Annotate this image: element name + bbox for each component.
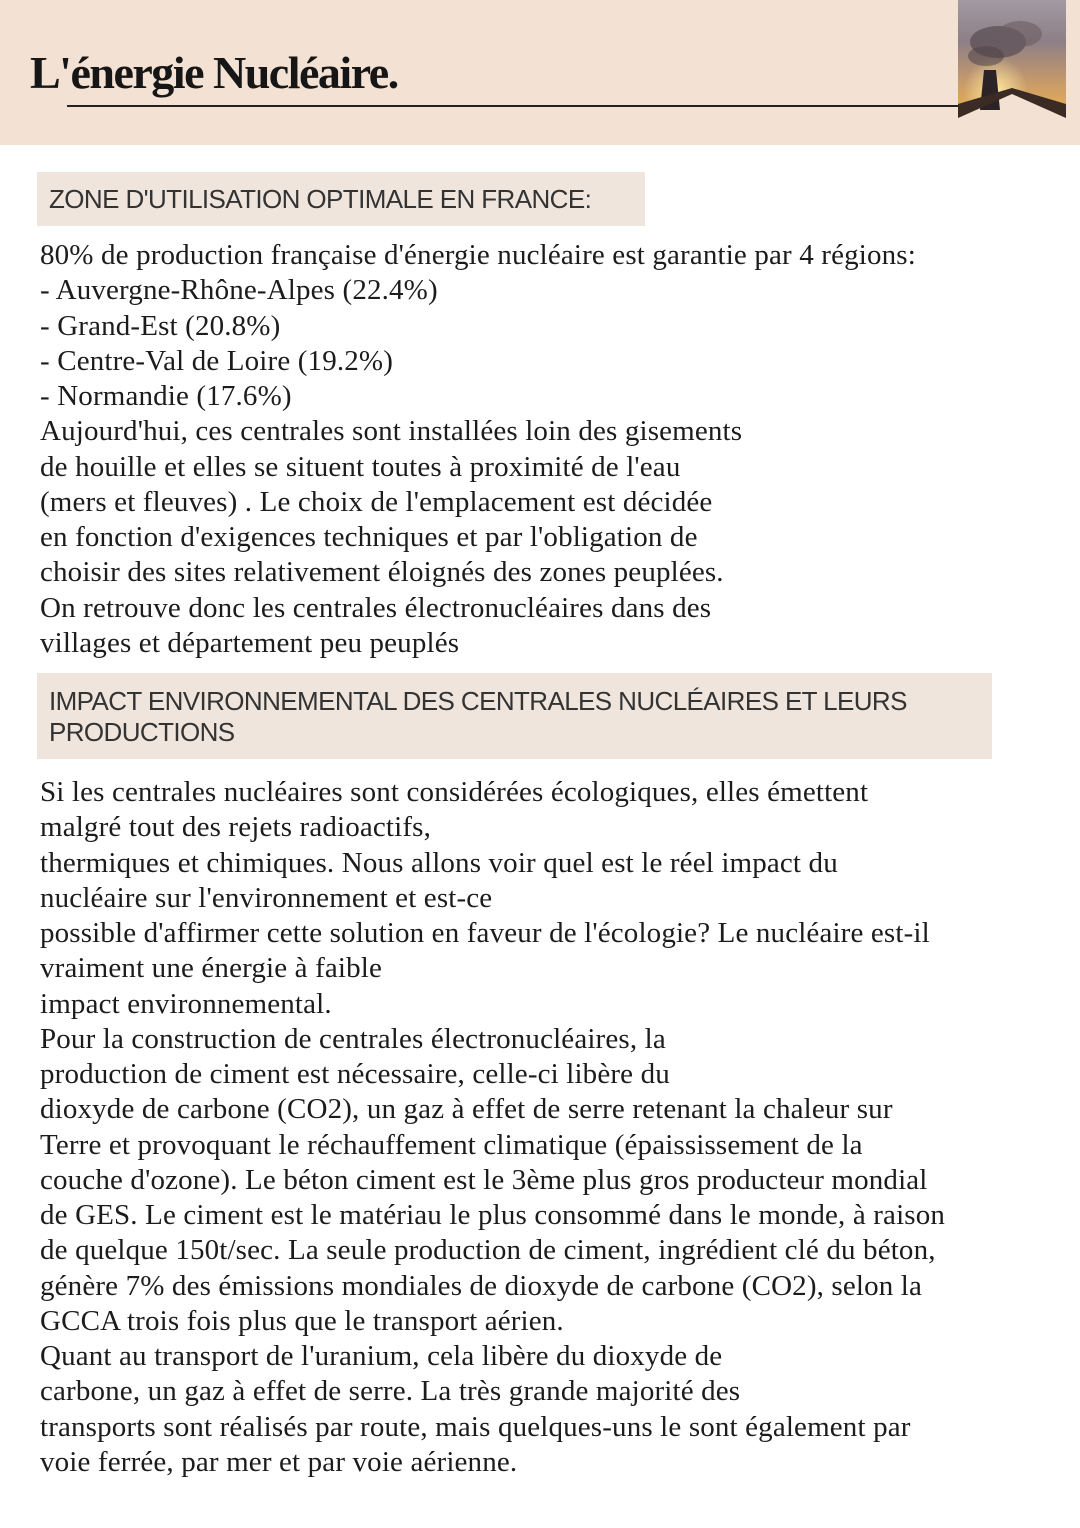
body-line: villages et département peu peuplés (40, 626, 460, 659)
body-line: Aujourd'hui, ces centrales sont installées loin des gisements (40, 415, 743, 448)
body-line: On retrouve donc les centrales électronucléaires dans des (40, 591, 712, 624)
body-line: 80% de production française d'énergie nucléaire est garantie par 4 régions: (40, 239, 916, 271)
body-line: de houille et elles se situent toutes à proximité de l'eau (40, 450, 681, 483)
section-heading-line: PRODUCTIONS (49, 717, 235, 747)
body-line: (mers et fleuves) . Le choix de l'emplacement est décidée (40, 485, 713, 518)
section-heading-zone (37, 172, 645, 226)
body-line: thermiques et chimiques. Nous allons voir quel est le réel impact du (40, 846, 838, 879)
body-line: production de ciment est nécessaire, celle-ci libère du (40, 1058, 670, 1090)
section-heading-text: ZONE D'UTILISATION OPTIMALE EN FRANCE: (49, 183, 592, 214)
body-line: Terre et provoquant le réchauffement climatique (épaississement de la (40, 1128, 863, 1161)
body-line: nucléaire sur l'environnement et est-ce (40, 881, 493, 914)
body-line: possible d'affirmer cette solution en faveur de l'écologie? Le nucléaire est-il (40, 917, 930, 949)
title-underline (67, 105, 960, 107)
body-line: - Auvergne-Rhône-Alpes (22.4%) (40, 274, 438, 307)
body-line: dioxyde de carbone (CO2), un gaz à effet de serre retenant la chaleur sur (40, 1093, 893, 1126)
page-header (0, 0, 1080, 145)
body-line: GCCA trois fois plus que le transport aérien. (40, 1304, 564, 1337)
page-title: L'énergie Nucléaire. (30, 47, 398, 98)
body-line: transports sont réalisés par route, mais quelques-uns le sont également par (40, 1410, 911, 1443)
body-line: Pour la construction de centrales électronucléaires, la (40, 1022, 666, 1055)
body-line: - Grand-Est (20.8%) (40, 309, 281, 342)
body-line: génère 7% des émissions mondiales de dioxyde de carbone (CO2), selon la (40, 1269, 923, 1302)
body-line: Si les centrales nucléaires sont considérées écologiques, elles émettent (40, 776, 869, 808)
section-body-zone (40, 238, 916, 661)
body-line: malgré tout des rejets radioactifs, (40, 811, 431, 844)
body-line: choisir des sites relativement éloignés des zones peuplées. (40, 556, 724, 589)
body-line: de GES. Le ciment est le matériau le plus consommé dans le monde, à raison (40, 1199, 946, 1231)
body-line: carbone, un gaz à effet de serre. La très grande majorité des (40, 1375, 741, 1408)
body-line: de quelque 150t/sec. La seule production de ciment, ingrédient clé du béton, (40, 1234, 936, 1267)
body-line: en fonction d'exigences techniques et par l'obligation de (40, 521, 698, 553)
body-line: - Normandie (17.6%) (40, 380, 292, 412)
section-heading-impact (37, 673, 992, 759)
nuclear-plant-photo (958, 0, 1066, 118)
body-line: voie ferrée, par mer et par voie aérienne. (40, 1445, 518, 1478)
section-body-impact (40, 775, 945, 1480)
body-line: Quant au transport de l'uranium, cela libère du dioxyde de (40, 1340, 723, 1372)
body-line: impact environnemental. (40, 987, 332, 1020)
body-line: vraiment une énergie à faible (40, 952, 382, 985)
section-heading-line: IMPACT ENVIRONNEMENTAL DES CENTRALES NUCLÉAIRES ET LEURS (49, 686, 907, 716)
body-line: - Centre-Val de Loire (19.2%) (40, 344, 394, 377)
body-line: couche d'ozone). Le béton ciment est le 3ème plus gros producteur mondial (40, 1163, 928, 1196)
